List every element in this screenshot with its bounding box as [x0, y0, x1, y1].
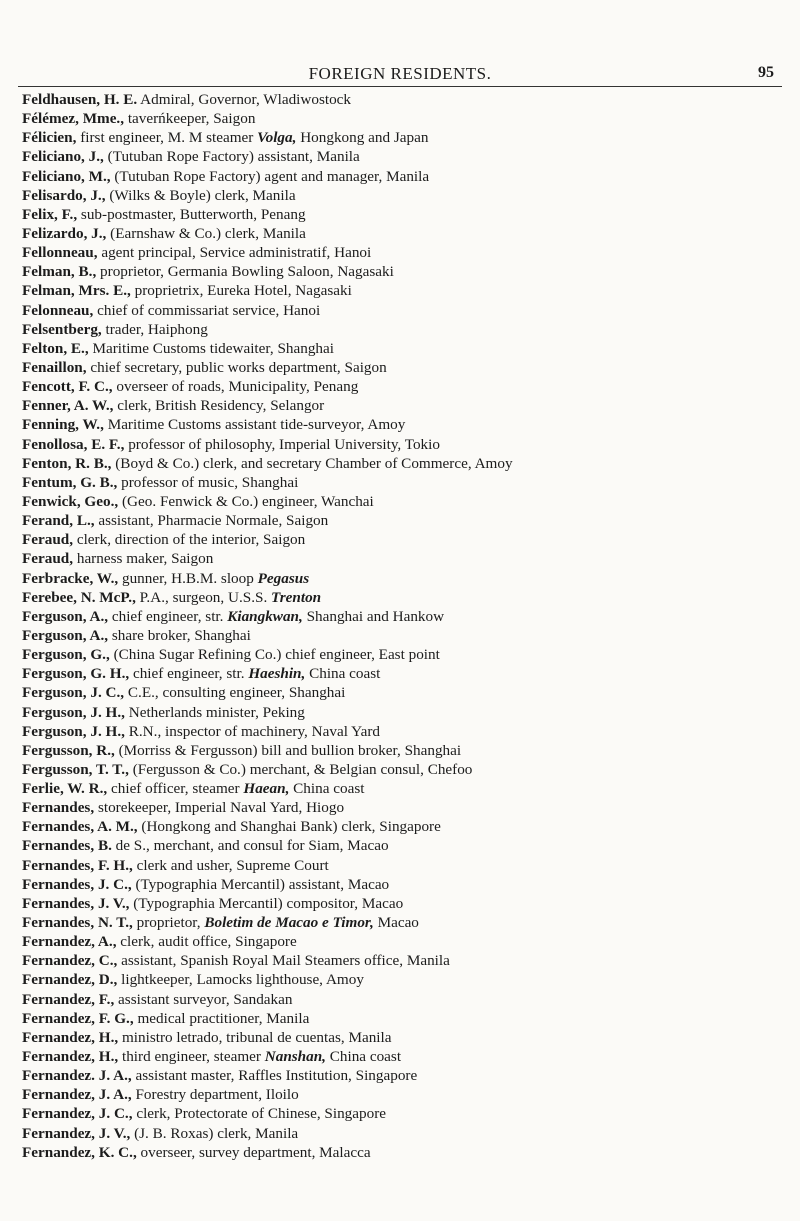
entry-details: chief officer, steamer [107, 780, 244, 798]
entry-details: clerk, direction of the interior, Saigon [73, 531, 306, 549]
entry-details: chief secretary, public works department, Saigon [86, 358, 387, 376]
entry-details: Maritime Customs tidewaiter, Shanghai [88, 339, 334, 357]
directory-entry [22, 396, 792, 415]
entry-name: Fergusson, R., [22, 741, 115, 759]
entry-details: assistant, Pharmacie Normale, Saigon [94, 512, 329, 530]
entry-name: Felix, F., [22, 205, 78, 223]
entry-name: Fernandez, H., [22, 1028, 119, 1046]
directory-entry [22, 703, 792, 722]
directory-entry [22, 147, 792, 166]
directory-entry [22, 549, 792, 568]
entry-name: Fenaillon, [22, 358, 87, 376]
entry-details: (Boyd & Co.) clerk, and secretary Chamber of Commerce, Amoy [111, 454, 513, 472]
directory-entry [22, 951, 792, 970]
directory-entry [22, 607, 792, 626]
directory-entry [22, 1066, 792, 1085]
entry-details-tail: Macao [373, 914, 419, 932]
entry-details: clerk, audit office, Singapore [116, 933, 297, 951]
directory-entry [22, 377, 792, 396]
entry-italic: Kiangkwan, [227, 607, 303, 625]
directory-entry [22, 224, 792, 243]
entry-name: Fernandez, F. G., [22, 1009, 134, 1027]
entry-italic: Trenton [271, 588, 322, 606]
entry-details: clerk, Protectorate of Chinese, Singapore [132, 1105, 386, 1123]
entry-name: Fernandes, A. M., [22, 818, 138, 836]
entry-name: Feliciano, M., [22, 167, 111, 185]
directory-entry [22, 1028, 792, 1047]
entry-name: Fernandez, K. C., [22, 1143, 137, 1161]
entry-name: Fernandez, H., [22, 1048, 119, 1066]
entry-details: (Earnshaw & Co.) clerk, Manila [106, 224, 306, 242]
entry-name: Ferlie, W. R., [22, 780, 108, 798]
entry-details: (Typographia Mercantil) assistant, Macao [131, 875, 390, 893]
entry-details: assistant surveyor, Sandakan [114, 990, 293, 1008]
entry-name: Fellonneau, [22, 244, 98, 262]
entry-details: Netherlands minister, Peking [124, 703, 305, 721]
entry-details: ministro letrado, tribunal de cuentas, Manila [118, 1028, 392, 1046]
entry-details: clerk and usher, Supreme Court [132, 856, 329, 874]
directory-entry [22, 722, 792, 741]
entry-details: lightkeeper, Lamocks lighthouse, Amoy [117, 971, 364, 989]
entry-name: Fernandes, J. V., [22, 894, 130, 912]
entry-name: Feldhausen, H. E. [22, 91, 138, 108]
entry-details: chief engineer, str. [108, 607, 228, 625]
entry-name: Félémez, Mme., [22, 110, 125, 128]
entry-name: Fenwick, Geo., [22, 492, 119, 510]
directory-entry [22, 473, 792, 492]
entry-name: Feraud, [22, 531, 74, 549]
directory-entry [22, 836, 792, 855]
entry-name: Fernandez, D., [22, 971, 118, 989]
entry-details: (Fergusson & Co.) merchant, & Belgian consul, Chefoo [128, 760, 473, 778]
entry-name: Fernandez, F., [22, 990, 115, 1008]
directory-entry [22, 1143, 792, 1162]
entry-italic: Pegasus [257, 569, 310, 587]
entry-name: Ferand, L., [22, 512, 95, 530]
entry-name: Ferguson, A., [22, 626, 109, 644]
entry-name: Ferguson, J. C., [22, 684, 125, 702]
entry-name: Fencott, F. C., [22, 378, 113, 396]
entry-name: Fernandez, J. A., [22, 1086, 132, 1104]
entry-name: Ferguson, J. H., [22, 722, 125, 740]
directory-entry [22, 186, 792, 205]
entry-details: R.N., inspector of machinery, Naval Yard [124, 722, 380, 740]
directory-entry [22, 990, 792, 1009]
directory-entry [22, 109, 792, 128]
directory-entry [22, 1124, 792, 1143]
entry-details: taverńkeeper, Saigon [124, 110, 256, 128]
entry-name: Felman, Mrs. E., [22, 282, 131, 300]
entry-name: Ferebee, N. McP., [22, 588, 136, 606]
entry-name: Fenning, W., [22, 416, 104, 434]
entry-details: (China Sugar Refining Co.) chief engineer, East point [109, 646, 440, 664]
directory-entry [22, 1085, 792, 1104]
entry-details: overseer of roads, Municipality, Penang [112, 378, 359, 396]
entry-name: Fernandes, [22, 799, 95, 817]
entry-name: Ferguson, A., [22, 607, 109, 625]
directory-entry [22, 760, 792, 779]
directory-entry [22, 281, 792, 300]
directory-entry [22, 320, 792, 339]
entry-name: Ferbracke, W., [22, 569, 119, 587]
entry-details: Maritime Customs assistant tide-surveyor, Amoy [103, 416, 406, 434]
entry-details: (Tutuban Rope Factory) agent and manager, Manila [110, 167, 430, 185]
entry-details-tail: Hongkong and Japan [296, 129, 429, 147]
entry-name: Fernandes, F. H., [22, 856, 133, 874]
directory-entry [22, 626, 792, 645]
entry-details: (Typographia Mercantil) compositor, Macao [129, 894, 404, 912]
directory-entry [22, 262, 792, 281]
entry-details-tail: China coast [325, 1048, 402, 1066]
entry-name: Fenollosa, E. F., [22, 435, 125, 453]
directory-entry [22, 167, 792, 186]
directory-entry [22, 741, 792, 760]
directory-entry [22, 530, 792, 549]
directory-list [22, 90, 792, 1162]
directory-entry [22, 798, 792, 817]
directory-entry [22, 875, 792, 894]
running-title: FOREIGN RESIDENTS. [308, 64, 492, 83]
entry-details: first engineer, M. M steamer [76, 129, 258, 147]
entry-details: (Hongkong and Shanghai Bank) clerk, Singapore [137, 818, 441, 836]
directory-entry [22, 435, 792, 454]
entry-italic: Haean, [243, 780, 290, 798]
entry-name: Felonneau, [22, 301, 94, 319]
entry-details: (J. B. Roxas) clerk, Manila [130, 1124, 299, 1142]
entry-name: Fernandes, J. C., [22, 875, 132, 893]
directory-entry [22, 511, 792, 530]
directory-entry [22, 645, 792, 664]
directory-entry [22, 664, 792, 683]
entry-name: Felisardo, J., [22, 186, 106, 204]
entry-name: Fernandes, B. [22, 837, 112, 855]
entry-details: share broker, Shanghai [108, 626, 251, 644]
directory-entry [22, 358, 792, 377]
entry-details-tail: China coast [289, 780, 365, 798]
entry-details: clerk, British Residency, Selangor [113, 397, 325, 415]
entry-name: Fenton, R. B., [22, 454, 112, 472]
entry-details: sub-postmaster, Butterworth, Penang [77, 205, 306, 223]
entry-details: assistant, Spanish Royal Mail Steamers office, Manila [117, 952, 450, 970]
page-header [0, 64, 800, 86]
directory-entry [22, 817, 792, 836]
entry-details: (Tutuban Rope Factory) assistant, Manila [103, 148, 360, 166]
entry-name: Fentum, G. B., [22, 473, 118, 491]
entry-details: agent principal, Service administratif, Hanoi [97, 244, 372, 262]
entry-name: Fernandez, J. V., [22, 1124, 131, 1142]
entry-details: Forestry department, Iloilo [131, 1086, 299, 1104]
directory-entry [22, 415, 792, 434]
entry-details: (Geo. Fenwick & Co.) engineer, Wanchai [118, 492, 374, 510]
entry-name: Fernandez, C., [22, 952, 118, 970]
entry-details: chief engineer, str. [129, 665, 249, 683]
entry-name: Ferguson, J. H., [22, 703, 125, 721]
entry-name: Fernandez, J. C., [22, 1105, 133, 1123]
entry-details: (Morriss & Fergusson) bill and bullion broker, Shanghai [114, 741, 462, 759]
header-rule [18, 86, 782, 87]
entry-name: Feraud, [22, 550, 74, 568]
entry-details: proprietrix, Eureka Hotel, Nagasaki [130, 282, 352, 300]
entry-name: Feliciano, J., [22, 148, 104, 166]
entry-details-tail: China coast [305, 665, 381, 683]
entry-name: Fenner, A. W., [22, 397, 114, 415]
entry-details: harness maker, Saigon [73, 550, 214, 568]
directory-entry [22, 913, 792, 932]
directory-entry [22, 492, 792, 511]
entry-name: Felizardo, J., [22, 224, 107, 242]
directory-entry [22, 243, 792, 262]
directory-entry [22, 90, 792, 109]
directory-entry [22, 856, 792, 875]
entry-details: C.E., consulting engineer, Shanghai [124, 684, 346, 702]
entry-name: Félicien, [22, 129, 77, 147]
entry-details: Admiral, Governor, Wladiwostock [137, 91, 352, 108]
entry-name: Felman, B., [22, 263, 97, 281]
directory-entry [22, 569, 792, 588]
entry-details: medical practitioner, Manila [133, 1009, 310, 1027]
entry-name: Ferguson, G. H., [22, 665, 130, 683]
directory-entry [22, 683, 792, 702]
directory-entry [22, 588, 792, 607]
directory-entry [22, 779, 792, 798]
entry-details: professor of music, Shanghai [117, 473, 299, 491]
entry-italic: Haeshin, [248, 665, 306, 683]
entry-name: Fergusson, T. T., [22, 760, 129, 778]
entry-details: third engineer, steamer [118, 1048, 265, 1066]
entry-name: Fernandes, N. T., [22, 914, 133, 932]
directory-entry [22, 970, 792, 989]
entry-name: Ferguson, G., [22, 646, 110, 664]
entry-details: assistant master, Raffles Institution, Singapore [131, 1067, 418, 1085]
directory-entry [22, 932, 792, 951]
entry-name: Felsentberg, [22, 320, 102, 338]
entry-details: (Wilks & Boyle) clerk, Manila [105, 186, 296, 204]
directory-entry [22, 1104, 792, 1123]
entry-name: Fernandez. J. A., [22, 1067, 132, 1085]
directory-entry [22, 1047, 792, 1066]
directory-entry [22, 205, 792, 224]
directory-entry [22, 128, 792, 147]
entry-details: proprietor, Germania Bowling Saloon, Nagasaki [96, 263, 394, 281]
entry-italic: Nanshan, [264, 1048, 326, 1066]
entry-italic: Volga, [257, 129, 297, 147]
entry-details: de S., merchant, and consul for Siam, Macao [111, 837, 389, 855]
directory-entry [22, 339, 792, 358]
entry-name: Fernandez, A., [22, 933, 117, 951]
entry-details: trader, Haiphong [101, 320, 208, 338]
directory-entry [22, 894, 792, 913]
entry-italic: Boletim de Macao e Timor, [204, 914, 374, 932]
directory-entry [22, 454, 792, 473]
directory-entry [22, 1009, 792, 1028]
entry-details: proprietor, [132, 914, 205, 932]
directory-entry [22, 301, 792, 320]
entry-details: P.A., surgeon, U.S.S. [135, 588, 272, 606]
entry-details: storekeeper, Imperial Naval Yard, Hiogo [94, 799, 345, 817]
entry-details: chief of commissariat service, Hanoi [93, 301, 321, 319]
entry-details: professor of philosophy, Imperial University, Tokio [124, 435, 440, 453]
entry-details-tail: Shanghai and Hankow [302, 607, 445, 625]
entry-details: gunner, H.B.M. sloop [118, 569, 258, 587]
page-number: 95 [758, 64, 774, 81]
entry-details: overseer, survey department, Malacca [136, 1143, 371, 1161]
entry-name: Felton, E., [22, 339, 89, 357]
